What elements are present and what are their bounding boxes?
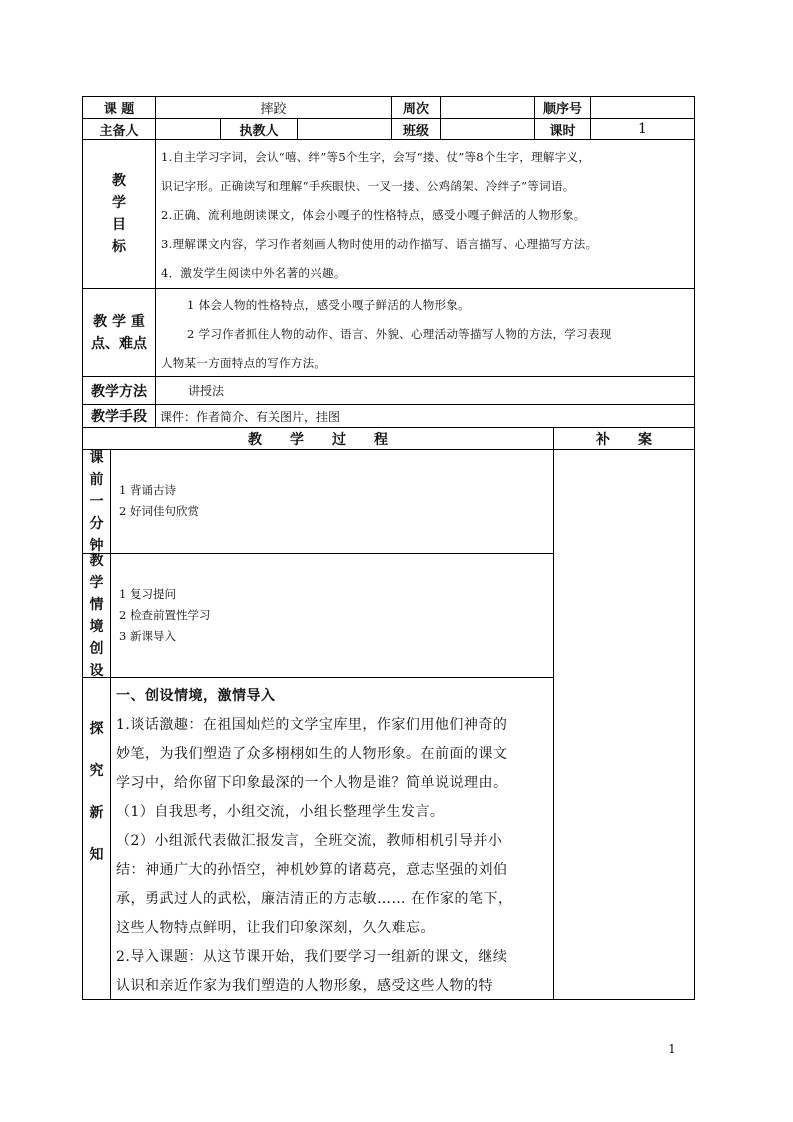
objectives-label [83, 140, 155, 288]
week-value [441, 97, 534, 118]
list-item: 2 检查前置性学习 [119, 608, 211, 622]
objectives-line: 2.正确、流利地朗读课文，体会小嘎子的性格特点，感受小嘎子鲜活的人物形象。 [161, 208, 586, 222]
key-points-line: 人物某一方面特点的写作方法。 [161, 356, 327, 370]
explore-label-char: 探 [89, 721, 104, 737]
means-value: 课件：作者简介、有关图片，挂图 [160, 409, 341, 424]
key-points-label [83, 289, 155, 376]
objectives-label-char: 标 [112, 239, 126, 255]
explore-line: （1）自我思考，小组交流，小组长整理学生发言。 [116, 804, 445, 820]
rule [82, 677, 554, 678]
list-item: 2 好词佳句欣赏 [119, 504, 199, 518]
rule [82, 139, 695, 140]
rule [155, 96, 156, 427]
explore-label [83, 678, 110, 938]
teacher-label: 执教人 [239, 123, 279, 139]
list-item: 3 新课导入 [119, 629, 176, 643]
method-label: 教学方法 [91, 383, 147, 400]
rule [110, 449, 111, 1000]
topic-value: 摔跤 [260, 102, 287, 117]
explore-label-char: 新 [89, 805, 104, 821]
key-points-label-line: 点、难点 [91, 335, 147, 352]
explore-line: 结：神通广大的孙悟空，神机妙算的诸葛亮，意志坚强的刘伯 [116, 862, 508, 878]
explore-line: 这些人物特点鲜明，让我们印象深刻，久久难忘。 [116, 920, 435, 936]
preparer-value [156, 119, 220, 139]
list-item: 1 复习提问 [119, 587, 176, 601]
order-value [591, 97, 694, 118]
pre-class-label-char: 前 [89, 471, 104, 488]
rule [553, 427, 554, 1000]
explore-line: 学习中，给你留下印象最深的一个人物是谁？简单说说理由。 [116, 775, 508, 791]
class-label: 班级 [402, 123, 429, 139]
situation-label-char: 教 [89, 552, 104, 569]
explore-line: 1.谈话激趣：在祖国灿烂的文学宝库里，作家们用他们神奇的 [116, 717, 508, 733]
explore-line: 认识和亲近作家为我们塑造的人物形象，感受这些人物的特 [116, 978, 493, 994]
pre-class-items [119, 480, 539, 522]
explore-content [116, 682, 552, 1001]
objectives-line: 1.自主学习字词，会认“嘻、绊”等5个生字，会写“搂、仗”等8个生字，理解字义， [161, 150, 591, 164]
pre-class-label-char: 分 [89, 515, 104, 532]
rule [82, 449, 695, 450]
explore-line: （2）小组派代表做汇报发言，全班交流，教师相机引导并小 [116, 833, 503, 849]
objectives-line: 4．激发学生阅读中外名著的兴趣。 [161, 266, 346, 280]
objectives-line: 识记字形。正确读写和理解“手疾眼快、一叉一搂、公鸡鹐架、冷绊子”等词语。 [161, 179, 575, 193]
process-header: 教 学 过 程 [248, 431, 388, 448]
pre-class-label [83, 450, 110, 553]
explore-label-char: 知 [89, 847, 104, 863]
means-label: 教学手段 [91, 409, 147, 425]
objectives-content [161, 143, 691, 288]
objectives-label-char: 目 [112, 217, 126, 233]
situation-label-char: 境 [89, 618, 104, 635]
teacher-value [298, 119, 391, 139]
list-item: 1 背诵古诗 [119, 483, 176, 497]
key-points-content [161, 291, 691, 378]
week-label: 周次 [402, 102, 429, 117]
pre-class-label-char: 一 [89, 493, 104, 510]
rule [82, 553, 554, 554]
rule [82, 288, 695, 289]
order-label: 顺序号 [542, 102, 582, 117]
method-value: 讲授法 [188, 384, 225, 398]
key-points-label-line: 教 学 重 [93, 313, 145, 330]
situation-label-char: 设 [89, 662, 104, 679]
hours-label: 课时 [549, 123, 576, 139]
objectives-line: 3.理解课文内容，学习作者刻画人物时使用的动作描写、语言描写、心理描写方法。 [161, 237, 598, 251]
explore-line: 承，勇武过人的武松，廉洁清正的方志敏…… 在作家的笔下， [116, 891, 513, 907]
page-number: 1 [668, 1042, 676, 1056]
objectives-label-char: 教 [112, 173, 126, 189]
key-points-line: 1 体会人物的性格特点，感受小嘎子鲜活的人物形象。 [187, 298, 470, 312]
class-value [441, 119, 534, 139]
pre-class-label-char: 课 [89, 449, 104, 466]
key-points-line: 2 学习作者抓住人物的动作、语言、外貌、心理活动等描写人物的方法，学习表现 [187, 327, 612, 341]
situation-items [119, 584, 539, 647]
topic-label: 课 题 [103, 102, 135, 117]
explore-line: 2.导入课题：从这节课开始，我们要学习一组新的课文，继续 [116, 949, 508, 965]
situation-label-char: 学 [89, 574, 104, 591]
hours-value: 1 [638, 121, 647, 137]
supplement-header: 补 案 [596, 431, 652, 448]
pre-class-label-char: 钟 [89, 537, 104, 554]
situation-label-char: 创 [89, 640, 104, 657]
situation-label-char: 情 [89, 596, 104, 613]
preparer-label: 主备人 [99, 123, 139, 139]
objectives-label-char: 学 [112, 195, 126, 211]
rule [694, 96, 695, 1000]
explore-heading: 一、创设情境，激情导入 [116, 688, 276, 704]
explore-line: 妙笔，为我们塑造了众多栩栩如生的人物形象。在前面的课文 [116, 746, 508, 762]
explore-label-char: 究 [89, 763, 104, 779]
situation-label [83, 554, 110, 677]
